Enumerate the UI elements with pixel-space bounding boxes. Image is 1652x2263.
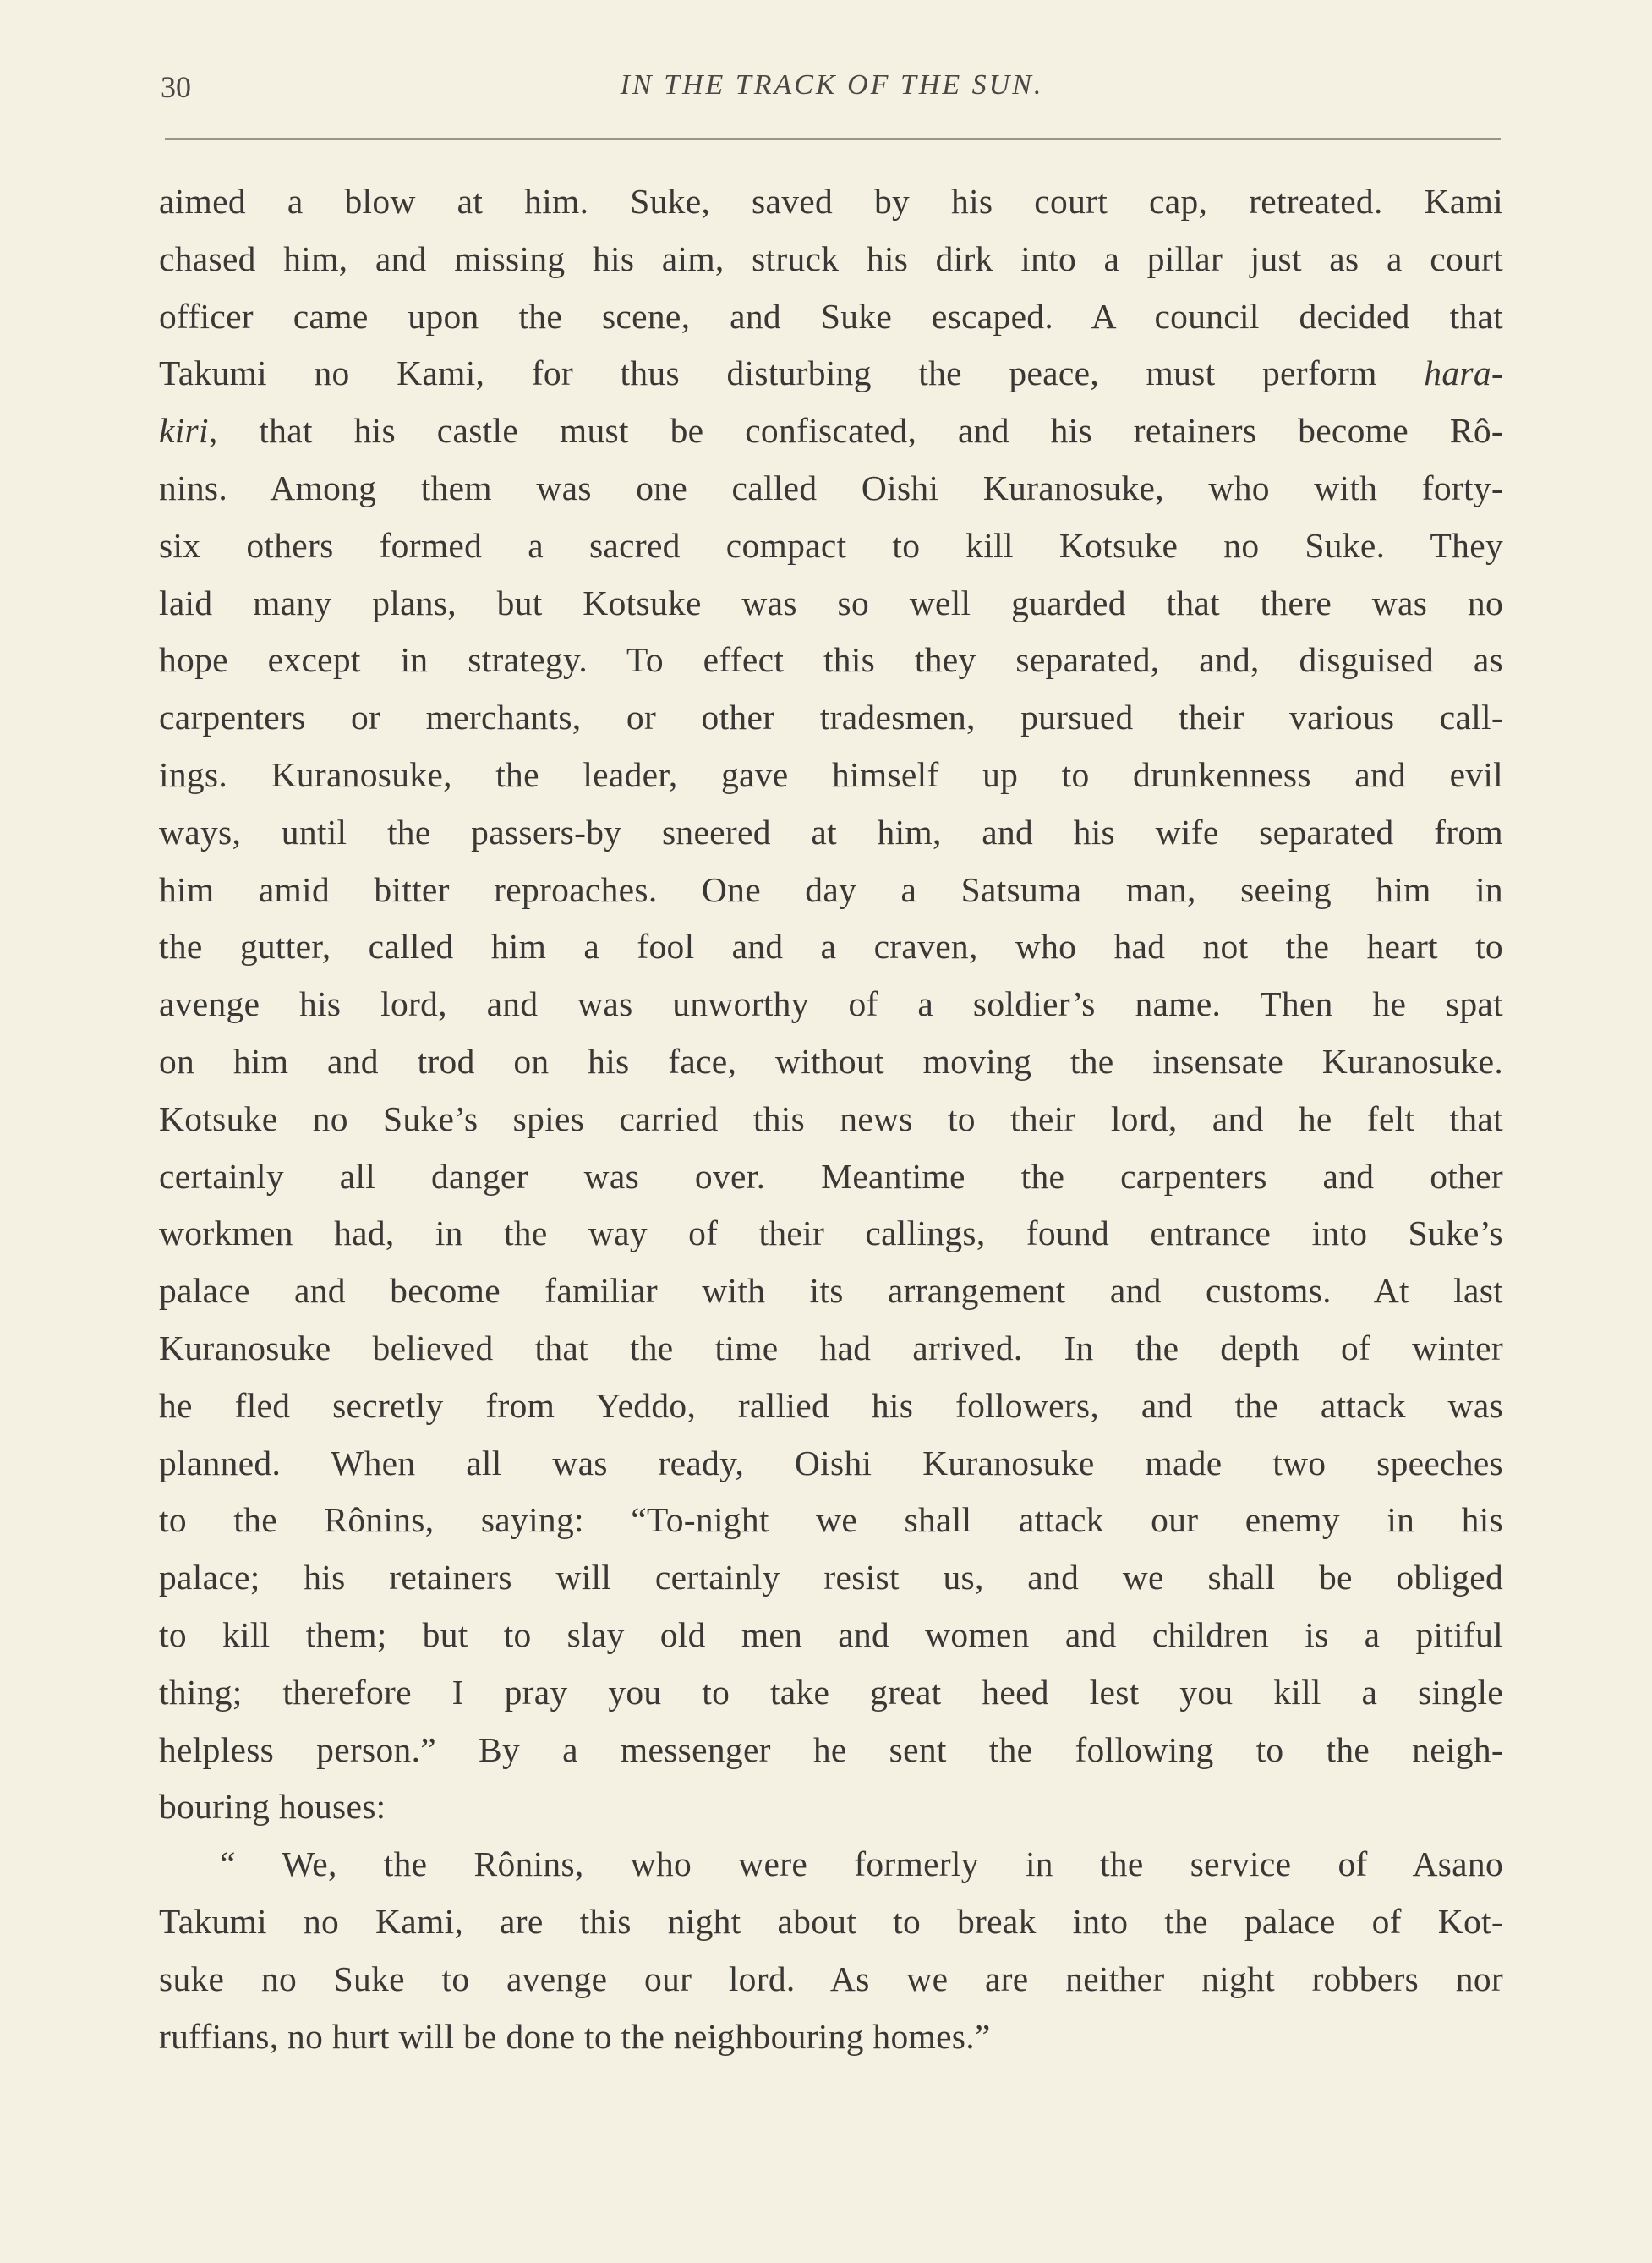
- text-segment: , that his castle must be confiscated, and his retainers become Rô-: [208, 411, 1503, 451]
- text-line: officer came upon the scene, and Suke escaped. A council decided that: [159, 296, 1503, 336]
- text-line: Takumi no Kami, are this night about to break into the palace of Kot-: [159, 1901, 1503, 1941]
- page-number: 30: [161, 70, 191, 104]
- text-line: hope except in strategy. To effect this they separated, and, disguised as: [159, 640, 1503, 680]
- running-title: IN THE TRACK OF THE SUN.: [620, 69, 1044, 101]
- text-line: palace; his retainers will certainly resist us, and we shall be obliged: [159, 1558, 1503, 1597]
- text-line: avenge his lord, and was unworthy of a soldier’s name. Then he spat: [159, 984, 1503, 1024]
- header-rule: [165, 138, 1501, 140]
- text-line: ruffians, no hurt will be done to the neighbouring homes.”: [159, 2016, 991, 2056]
- text-line: the gutter, called him a fool and a craven, who had not the heart to: [159, 927, 1503, 967]
- text-line: Kuranosuke believed that the time had arrived. In the depth of winter: [159, 1328, 1503, 1367]
- text-line: palace and become familiar with its arrangement and customs. At last: [159, 1271, 1503, 1311]
- italic-term: hara-: [1424, 353, 1503, 393]
- text-line: thing; therefore I pray you to take great heed lest you kill a single: [159, 1672, 1503, 1712]
- text-line: [159, 403, 1503, 460]
- text-line: on him and trod on his face, without moving the insensate Kuranosuke.: [159, 1041, 1503, 1081]
- page-header: [161, 69, 1503, 108]
- text-line: bouring houses:: [159, 1787, 386, 1827]
- text-line: [159, 345, 1503, 403]
- text-line: he fled secretly from Yeddo, rallied his followers, and the attack was: [159, 1385, 1503, 1425]
- text-line: Kotsuke no Suke’s spies carried this news to their lord, and he felt that: [159, 1099, 1503, 1138]
- text-line: ways, until the passers-by sneered at him, and his wife separated from: [159, 812, 1503, 852]
- text-line: chased him, and missing his aim, struck his dirk into a pillar just as a court: [159, 238, 1503, 278]
- text-line: him amid bitter reproaches. One day a Satsuma man, seeing him in: [159, 869, 1503, 909]
- text-line: six others formed a sacred compact to kill Kotsuke no Suke. They: [159, 525, 1503, 565]
- text-line: ings. Kuranosuke, the leader, gave himself up to drunkenness and evil: [159, 754, 1503, 794]
- text-segment: Takumi no Kami, for thus disturbing the peace, must perform: [159, 353, 1425, 393]
- text-line: aimed a blow at him. Suke, saved by his court cap, retreated. Kami: [159, 182, 1503, 221]
- text-line: workmen had, in the way of their callings, found entrance into Suke’s: [159, 1214, 1503, 1253]
- text-line: carpenters or merchants, or other tradesmen, pursued their various call-: [159, 698, 1503, 737]
- text-line: suke no Suke to avenge our lord. As we are neither night robbers nor: [159, 1959, 1503, 1998]
- text-line: certainly all danger was over. Meantime the carpenters and other: [159, 1156, 1503, 1196]
- text-line: planned. When all was ready, Oishi Kuranosuke made two speeches: [159, 1443, 1503, 1482]
- text-line: “ We, the Rônins, who were formerly in the service of Asano: [220, 1844, 1503, 1884]
- text-line: to the Rônins, saying: “To-night we shall attack our enemy in his: [159, 1500, 1503, 1540]
- text-line: nins. Among them was one called Oishi Kuranosuke, who with forty-: [159, 468, 1503, 507]
- italic-term: kiri: [159, 411, 209, 451]
- text-line: helpless person.” By a messenger he sent the following to the neigh-: [159, 1729, 1503, 1769]
- text-line: laid many plans, but Kotsuke was so well guarded that there was no: [159, 583, 1503, 622]
- text-line: to kill them; but to slay old men and women and children is a pitiful: [159, 1614, 1503, 1654]
- body-text: [159, 173, 1503, 2065]
